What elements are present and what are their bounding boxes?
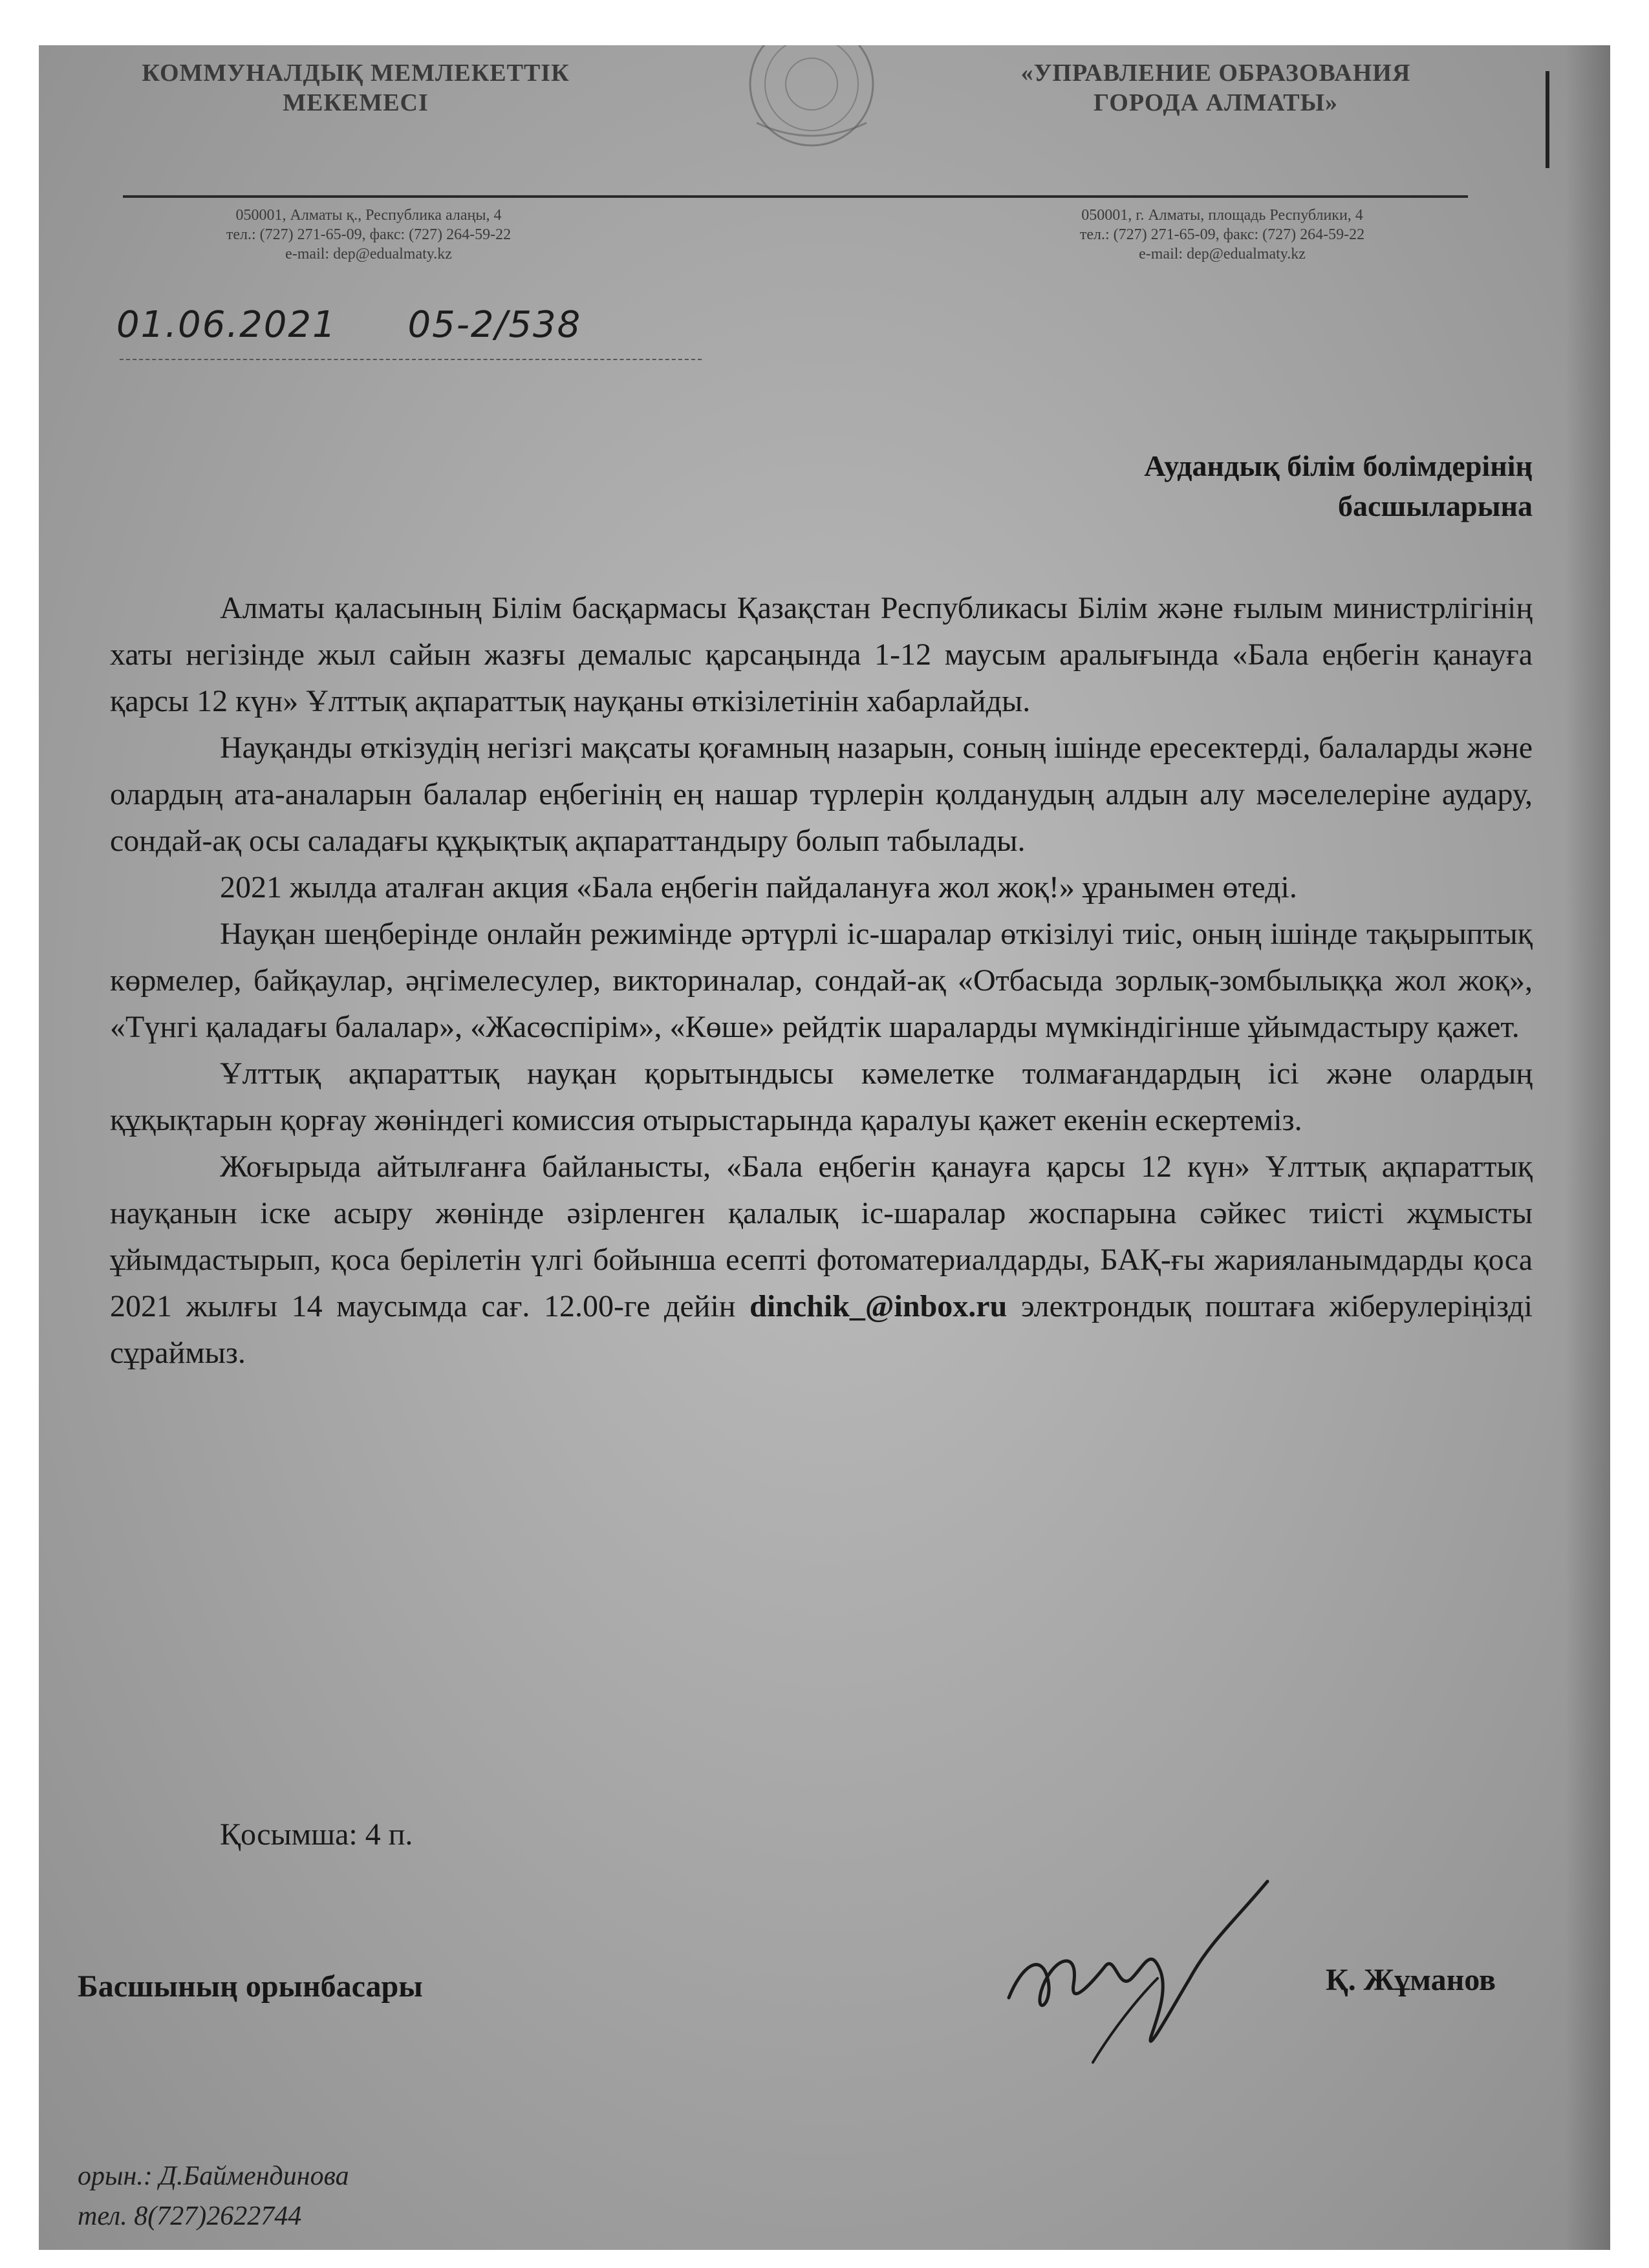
address-kz — [103, 206, 634, 264]
address-kz-line1: 050001, Алматы қ., Республика алаңы, 4 — [235, 207, 502, 224]
paragraph-6-text-b: электрондық поштаға жіберулеріңізді сұраймыз. — [110, 1289, 1533, 1370]
margin-mark — [1546, 71, 1549, 168]
contact-email: dinchik_@inbox.ru — [749, 1289, 1008, 1323]
registration-number: 05-2/538 — [407, 304, 582, 346]
address-ru-line3: e-mail: dep@edualmaty.kz — [1139, 246, 1306, 262]
org-name-kz — [110, 58, 601, 118]
recipient-line2: басшыларына — [1338, 489, 1533, 522]
paragraph-6-text-a: Жоғырыда айтылғанға байланысты, «Бала еңбегін қанауға қарсы 12 күн» Ұлттық ақпараттық науқанын іске асыру жөнінде әзірленген қалалық іс-шаралар жоспарына сәйкес тиісті жұмысты ұйымдастырып, қоса берілетін үлгі бойынша есепті фотоматериалдарды, БАҚ-ғы жарияланымдарды қоса 2021 жылғы 14 маусымда сағ. 12.00-ге дейін — [110, 1150, 1533, 1323]
recipient-block — [1009, 446, 1533, 526]
executor-name: орын.: Д.Баймендинова — [78, 2161, 349, 2191]
letter-body — [110, 585, 1533, 1376]
address-ru-line2: тел.: (727) 271-65-09, факс: (727) 264-59-22 — [1079, 226, 1365, 243]
registration-underline — [120, 359, 702, 361]
paragraph-2: Науқанды өткізудің негізгі мақсаты қоғамның назарын, соның ішінде ересектерді, балаларды және олардың ата-аналарын балалар еңбегінің ең нашар түрлерін қолданудың алдын алу мәселелеріне аудару, сондай-ақ осы саладағы құқықтық ақпараттандыру болып табылады. — [110, 731, 1533, 858]
paragraph-6 — [110, 1144, 1533, 1376]
registration-date: 01.06.2021 — [116, 304, 337, 346]
paragraph-4: Науқан шеңберінде онлайн режимінде әртүрлі іс-шаралар өткізілуі тиіс, оның ішінде тақырыптық көрмелер, байқаулар, әңгімелесулер, викториналар, сондай-ақ «Отбасыда зорлық-зомбылыққа жол жоқ», «Түнгі қаладағы балалар», «Жасөспірім», «Көше» рейдтік шараларды мүмкіндігінше ұйымдастыру қажет. — [110, 917, 1533, 1044]
scan-shadow — [1565, 45, 1610, 2250]
org-kz-line2: МЕКЕМЕСІ — [283, 89, 429, 116]
paragraph-1: Алматы қаласының Білім басқармасы Қазақстан Республикасы Білім және ғылым министрлігінің хаты негізінде жыл сайын жазғы демалыс қарсаңында 1-12 маусым аралығында «Бала еңбегін қанауға қарсы 12 күн» Ұлттық ақпараттық науқаны өткізілетінін хабарлайды. — [110, 591, 1533, 718]
handwritten-signature-icon — [996, 1868, 1332, 2075]
org-ru-line2: ГОРОДА АЛМАТЫ» — [1094, 89, 1338, 116]
org-name-ru — [970, 58, 1461, 118]
address-kz-line3: e-mail: dep@edualmaty.kz — [285, 246, 452, 262]
address-ru — [957, 206, 1487, 264]
header-rule — [123, 195, 1468, 198]
paragraph-3: 2021 жылда аталған акция «Бала еңбегін пайдалануға жол жоқ!» ұранымен өтеді. — [220, 870, 1297, 904]
recipient-line1: Аудандық білім болімдерінің — [1144, 449, 1533, 482]
signatory-title: Басшының орынбасары — [78, 1969, 423, 2004]
address-ru-line1: 050001, г. Алматы, площадь Республики, 4 — [1081, 207, 1363, 224]
attachment-note: Қосымша: 4 п. — [220, 1817, 413, 1852]
executor-phone: тел. 8(727)2622744 — [78, 2201, 302, 2231]
signatory-name: Қ. Жұманов — [1326, 1963, 1496, 1997]
executor-block — [78, 2156, 349, 2236]
letter-sheet — [39, 45, 1610, 2250]
org-ru-line1: «УПРАВЛЕНИЕ ОБРАЗОВАНИЯ — [1020, 59, 1411, 87]
paragraph-5: Ұлттық ақпараттық науқан қорытындысы кәмелетке толмағандардың ісі және олардың құқықтарын қорғау жөніндегі комиссия отырыстарында қаралуы қажет екенін ескертеміз. — [110, 1056, 1533, 1137]
registration-stamp — [116, 304, 640, 346]
address-kz-line2: тел.: (727) 271-65-09, факс: (727) 264-59-22 — [226, 226, 512, 243]
state-emblem-icon — [731, 45, 892, 149]
org-kz-line1: КОММУНАЛДЫҚ МЕМЛЕКЕТТІК — [142, 59, 570, 87]
